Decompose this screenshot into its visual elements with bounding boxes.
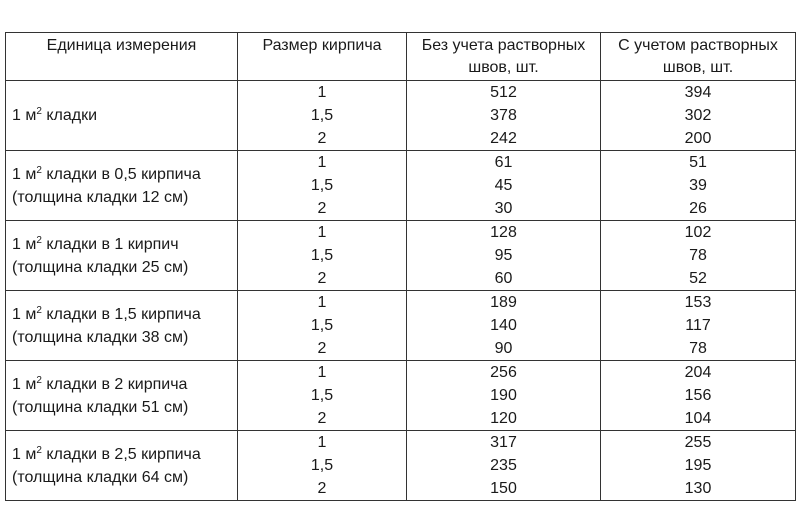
unit-line-1: [12, 163, 237, 186]
brick-size-value: 2: [317, 130, 327, 147]
brick-size-value: 1,5: [310, 317, 334, 334]
count-with-joints: 117: [685, 317, 711, 334]
count-with-joints: 195: [684, 457, 712, 474]
unit-superscript: 2: [36, 106, 42, 117]
count-with-joints: 302: [684, 107, 712, 124]
unit-line-1: [12, 233, 237, 256]
size-cell: [238, 221, 407, 291]
unit-line-2: (толщина кладки 38 см): [12, 328, 189, 346]
brick-size-value: 2: [317, 270, 327, 287]
unit-line-1: [12, 373, 237, 396]
count-without-joints: 189: [490, 294, 517, 311]
table-row: [6, 151, 796, 221]
unit-line-2: (толщина кладки 64 см): [12, 468, 189, 486]
count-with-joints: 255: [684, 434, 712, 451]
size-cell-stack: [238, 291, 406, 360]
brick-size-value: 2: [317, 200, 327, 217]
count-without-joints: 30: [494, 200, 513, 217]
count-with-joints: 394: [684, 84, 712, 101]
with-joints-cell: [601, 221, 796, 291]
count-without-joints: 317: [490, 434, 517, 451]
unit-prefix: 1 м: [12, 445, 37, 463]
brick-size-value: 2: [317, 480, 327, 497]
with-joints-cell-stack: [601, 221, 795, 290]
brick-size-value: 2: [317, 410, 327, 427]
unit-cell: [6, 221, 238, 291]
count-without-joints: 235: [490, 457, 517, 474]
unit-prefix: 1 м: [12, 235, 37, 253]
unit-cell: [6, 361, 238, 431]
count-without-joints: 128: [490, 224, 517, 241]
count-with-joints: 200: [684, 130, 712, 147]
with-joints-cell: [601, 151, 796, 221]
unit-text: кладки в 2,5 кирпича: [41, 445, 201, 463]
size-cell: [238, 81, 407, 151]
brick-size-value: 1: [317, 224, 327, 241]
without-joints-cell: [407, 431, 601, 501]
count-with-joints: 153: [684, 294, 712, 311]
size-cell-stack: [238, 151, 406, 220]
unit-prefix: 1 м: [12, 375, 37, 393]
unit-text: кладки в 2 кирпича: [41, 375, 188, 393]
size-cell: [238, 361, 407, 431]
brick-size-value: 1: [317, 434, 327, 451]
count-without-joints: 95: [494, 247, 513, 264]
unit-superscript: 2: [36, 304, 42, 316]
brick-size-value: 1: [317, 84, 327, 101]
with-joints-cell-stack: [601, 81, 795, 150]
with-joints-cell-stack: [601, 151, 795, 220]
unit-prefix: 1 м: [12, 165, 37, 183]
brick-size-value: 1: [317, 294, 327, 311]
without-joints-cell-stack: [407, 431, 600, 500]
brick-size-value: 1: [317, 364, 327, 381]
count-without-joints: 120: [490, 410, 517, 427]
count-without-joints: 256: [490, 364, 517, 381]
without-joints-cell: [407, 221, 601, 291]
size-cell-stack: [238, 431, 406, 500]
unit-superscript: 2: [36, 234, 42, 246]
count-without-joints: 150: [490, 480, 517, 497]
unit-cell: [6, 431, 238, 501]
brick-count-table: [5, 32, 796, 501]
unit-text: кладки: [41, 107, 98, 124]
without-joints-cell-stack: [407, 221, 600, 290]
with-joints-cell-stack: [601, 361, 795, 430]
without-joints-cell: [407, 151, 601, 221]
without-joints-cell: [407, 361, 601, 431]
header-unit: Единица измерения: [6, 33, 238, 81]
brick-size-value: 1,5: [310, 387, 334, 404]
count-without-joints: 90: [494, 340, 513, 357]
unit-superscript: 2: [36, 374, 42, 386]
brick-size-value: 1,5: [310, 247, 334, 264]
count-without-joints: 242: [490, 130, 517, 147]
brick-size-value: 1,5: [310, 107, 334, 124]
without-joints-cell: [407, 81, 601, 151]
size-cell-stack: [238, 361, 406, 430]
count-with-joints: 52: [689, 270, 707, 287]
with-joints-cell: [601, 291, 796, 361]
count-with-joints: 78: [689, 247, 707, 264]
count-with-joints: 51: [689, 154, 707, 171]
unit-line-1: [12, 104, 237, 127]
unit-text: кладки в 1 кирпич: [41, 235, 179, 253]
with-joints-cell: [601, 81, 796, 151]
unit-line-2: (толщина кладки 25 см): [12, 258, 189, 276]
brick-size-value: 2: [317, 340, 327, 357]
count-without-joints: 45: [494, 177, 513, 194]
without-joints-cell-stack: [407, 361, 600, 430]
unit-cell: [6, 151, 238, 221]
count-with-joints: 39: [689, 177, 707, 194]
with-joints-cell: [601, 361, 796, 431]
without-joints-cell: [407, 291, 601, 361]
without-joints-cell-stack: [407, 151, 600, 220]
unit-line-1: [12, 443, 237, 466]
with-joints-cell-stack: [601, 431, 795, 500]
table-row: [6, 431, 796, 501]
count-with-joints: 102: [684, 224, 712, 241]
count-with-joints: 26: [689, 200, 707, 217]
count-with-joints: 204: [684, 364, 712, 381]
without-joints-cell-stack: [407, 291, 600, 360]
unit-text: кладки в 0,5 кирпича: [41, 165, 201, 183]
header-brick-size: Размер кирпича: [238, 33, 407, 81]
with-joints-cell-stack: [601, 291, 795, 360]
table-row: [6, 291, 796, 361]
count-without-joints: 140: [490, 317, 517, 334]
header-with-joints: С учетом растворных швов, шт.: [601, 33, 796, 81]
without-joints-cell-stack: [407, 81, 600, 150]
count-without-joints: 190: [490, 387, 517, 404]
count-with-joints: 130: [684, 480, 712, 497]
unit-text: кладки в 1,5 кирпича: [41, 305, 201, 323]
table-row: [6, 221, 796, 291]
count-with-joints: 78: [689, 340, 707, 357]
count-without-joints: 60: [494, 270, 513, 287]
unit-superscript: 2: [36, 164, 42, 176]
brick-size-value: 1: [317, 154, 327, 171]
table-header: [6, 33, 796, 81]
count-with-joints: 156: [684, 387, 712, 404]
size-cell-stack: [238, 81, 406, 150]
unit-prefix: 1 м: [12, 107, 37, 124]
size-cell-stack: [238, 221, 406, 290]
table-row: [6, 81, 796, 151]
size-cell: [238, 291, 407, 361]
header-row: [6, 33, 796, 81]
unit-cell: [6, 291, 238, 361]
table-body: [6, 81, 796, 501]
brick-size-value: 1,5: [310, 177, 334, 194]
unit-line-2: (толщина кладки 12 см): [12, 188, 189, 206]
brick-size-value: 1,5: [310, 457, 334, 474]
count-without-joints: 378: [490, 107, 517, 124]
size-cell: [238, 151, 407, 221]
count-without-joints: 512: [490, 84, 517, 101]
unit-superscript: 2: [36, 444, 42, 456]
table-row: [6, 361, 796, 431]
unit-cell: [6, 81, 238, 151]
count-without-joints: 61: [494, 154, 513, 171]
count-with-joints: 104: [684, 410, 712, 427]
unit-prefix: 1 м: [12, 305, 37, 323]
unit-line-2: (толщина кладки 51 см): [12, 398, 189, 416]
unit-line-1: [12, 303, 237, 326]
header-without-joints: Без учета растворных швов, шт.: [407, 33, 601, 81]
with-joints-cell: [601, 431, 796, 501]
size-cell: [238, 431, 407, 501]
